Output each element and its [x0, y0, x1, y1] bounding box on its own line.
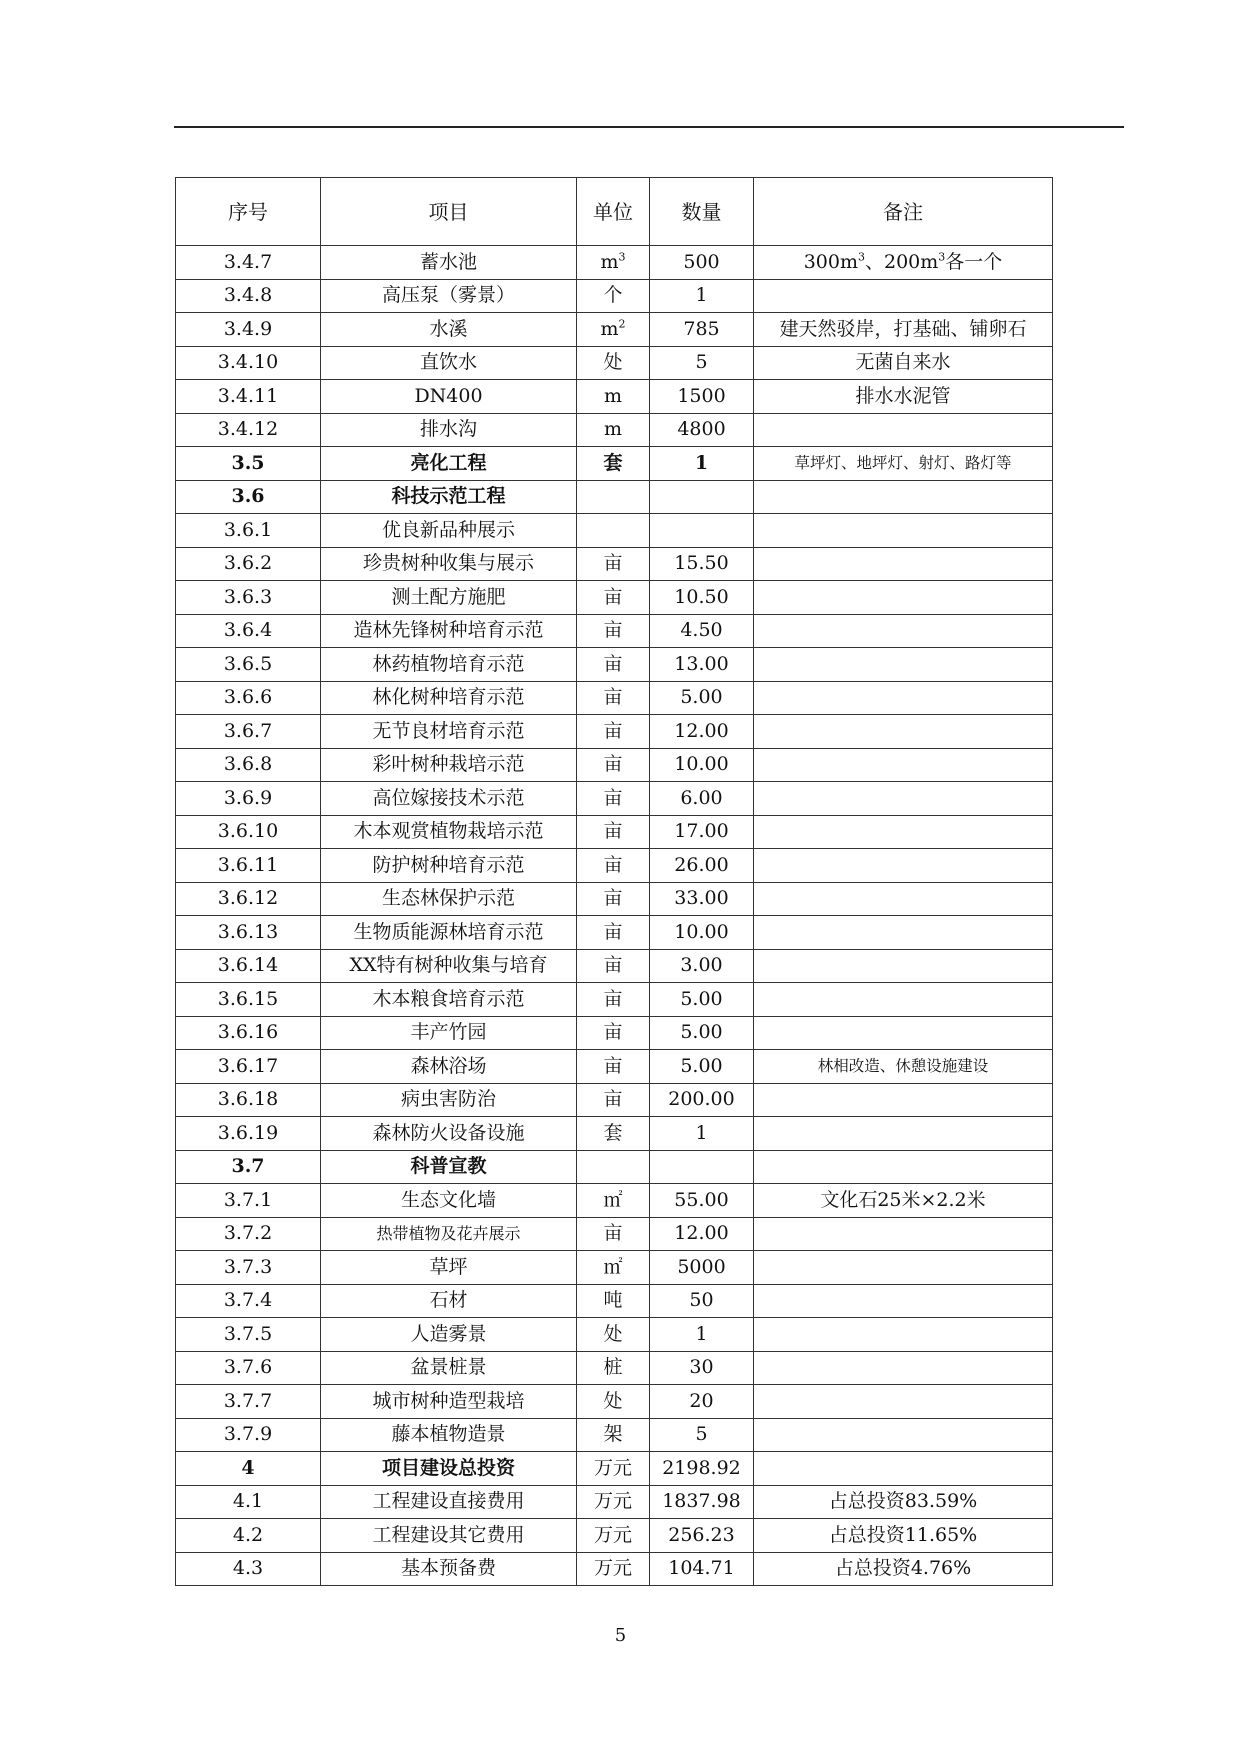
table-row — [176, 346, 1053, 380]
row-seq: 3.6.19 — [176, 1117, 321, 1151]
row-qty: 3.00 — [650, 949, 754, 983]
row-qty: 500 — [650, 246, 754, 280]
row-unit: 亩 — [577, 949, 650, 983]
row-note — [754, 1016, 1053, 1050]
row-note — [754, 983, 1053, 1017]
table-row — [176, 715, 1053, 749]
row-unit: 处 — [577, 1318, 650, 1352]
table-row — [176, 1418, 1053, 1452]
row-unit — [577, 514, 650, 548]
row-qty: 1500 — [650, 380, 754, 414]
row-qty: 6.00 — [650, 782, 754, 816]
row-note — [754, 1117, 1053, 1151]
row-item: 排水沟 — [321, 413, 577, 447]
row-qty: 50 — [650, 1284, 754, 1318]
row-qty: 20 — [650, 1385, 754, 1419]
row-unit: 亩 — [577, 1217, 650, 1251]
row-note — [754, 916, 1053, 950]
header-seq: 序号 — [176, 178, 321, 246]
row-note — [754, 1385, 1053, 1419]
row-seq: 3.7.9 — [176, 1418, 321, 1452]
row-qty: 1 — [650, 1318, 754, 1352]
row-item: 木本观赏植物栽培示范 — [321, 815, 577, 849]
row-note — [754, 246, 1053, 280]
row-seq: 3.6.5 — [176, 648, 321, 682]
row-note — [754, 1217, 1053, 1251]
row-seq: 3.6.10 — [176, 815, 321, 849]
row-item: 生态文化墙 — [321, 1184, 577, 1218]
row-seq: 3.6.7 — [176, 715, 321, 749]
row-item: 草坪 — [321, 1251, 577, 1285]
row-note — [754, 547, 1053, 581]
row-item: 直饮水 — [321, 346, 577, 380]
row-seq: 3.4.7 — [176, 246, 321, 280]
row-item: 水溪 — [321, 313, 577, 347]
row-note: 占总投资4.76% — [754, 1552, 1053, 1586]
row-unit: 亩 — [577, 648, 650, 682]
row-qty: 5 — [650, 1418, 754, 1452]
note-exponent: 3 — [938, 250, 946, 264]
row-item: 高压泵（雾景） — [321, 279, 577, 313]
row-item: 造林先锋树种培育示范 — [321, 614, 577, 648]
row-seq: 3.7.3 — [176, 1251, 321, 1285]
row-unit — [577, 1150, 650, 1184]
row-item: 盆景桩景 — [321, 1351, 577, 1385]
row-item: 科技示范工程 — [321, 480, 577, 514]
row-note — [754, 782, 1053, 816]
table-row — [176, 1351, 1053, 1385]
row-seq: 3.7.5 — [176, 1318, 321, 1352]
row-qty: 55.00 — [650, 1184, 754, 1218]
row-qty: 1 — [650, 279, 754, 313]
table-row — [176, 581, 1053, 615]
row-note — [754, 681, 1053, 715]
row-unit — [577, 246, 650, 280]
row-item: 亮化工程 — [321, 447, 577, 481]
row-note — [754, 648, 1053, 682]
row-seq: 3.4.10 — [176, 346, 321, 380]
row-qty — [650, 480, 754, 514]
row-qty: 2198.92 — [650, 1452, 754, 1486]
row-qty: 1837.98 — [650, 1485, 754, 1519]
row-seq: 3.6.13 — [176, 916, 321, 950]
row-seq: 3.6.6 — [176, 681, 321, 715]
row-item: 工程建设其它费用 — [321, 1519, 577, 1553]
row-seq: 3.6.14 — [176, 949, 321, 983]
table-row — [176, 447, 1053, 481]
table-row — [176, 849, 1053, 883]
row-unit: 套 — [577, 447, 650, 481]
table-row — [176, 1284, 1053, 1318]
row-item: 优良新品种展示 — [321, 514, 577, 548]
table-row — [176, 748, 1053, 782]
row-unit: 亩 — [577, 849, 650, 883]
row-item: 丰产竹园 — [321, 1016, 577, 1050]
row-seq: 4 — [176, 1452, 321, 1486]
table-row — [176, 279, 1053, 313]
row-qty: 104.71 — [650, 1552, 754, 1586]
row-note — [754, 614, 1053, 648]
row-seq: 3.6.8 — [176, 748, 321, 782]
table-row — [176, 1318, 1053, 1352]
row-unit: 套 — [577, 1117, 650, 1151]
row-unit: 桩 — [577, 1351, 650, 1385]
table-row — [176, 1217, 1053, 1251]
table-row — [176, 1150, 1053, 1184]
row-unit: 亩 — [577, 815, 650, 849]
unit-base: m — [600, 317, 619, 340]
row-note: 林相改造、休憩设施建设 — [754, 1050, 1053, 1084]
row-unit: 亩 — [577, 715, 650, 749]
row-qty: 15.50 — [650, 547, 754, 581]
row-seq: 3.4.12 — [176, 413, 321, 447]
row-item: 蓄水池 — [321, 246, 577, 280]
row-qty: 10.50 — [650, 581, 754, 615]
row-qty: 256.23 — [650, 1519, 754, 1553]
row-unit: 处 — [577, 1385, 650, 1419]
row-note: 占总投资11.65% — [754, 1519, 1053, 1553]
row-item: 森林防火设备设施 — [321, 1117, 577, 1151]
row-unit: 亩 — [577, 581, 650, 615]
row-qty: 30 — [650, 1351, 754, 1385]
row-item: 林化树种培育示范 — [321, 681, 577, 715]
row-qty — [650, 514, 754, 548]
table-row — [176, 514, 1053, 548]
table-row — [176, 380, 1053, 414]
table-row — [176, 782, 1053, 816]
row-seq: 3.6.17 — [176, 1050, 321, 1084]
unit-exponent: 3 — [618, 250, 626, 264]
row-unit: ㎡ — [577, 1251, 650, 1285]
table-row — [176, 681, 1053, 715]
table-row — [176, 983, 1053, 1017]
row-unit: 亩 — [577, 1083, 650, 1117]
row-qty: 5.00 — [650, 681, 754, 715]
row-qty — [650, 1150, 754, 1184]
row-unit: 万元 — [577, 1519, 650, 1553]
row-seq: 4.2 — [176, 1519, 321, 1553]
row-qty: 10.00 — [650, 748, 754, 782]
row-seq: 4.1 — [176, 1485, 321, 1519]
table-row — [176, 648, 1053, 682]
note-text: 、200m — [864, 250, 939, 273]
table-row — [176, 815, 1053, 849]
row-qty: 1 — [650, 1117, 754, 1151]
row-qty: 5.00 — [650, 1050, 754, 1084]
row-item: 珍贵树种收集与展示 — [321, 547, 577, 581]
row-seq: 3.7 — [176, 1150, 321, 1184]
row-seq: 3.4.11 — [176, 380, 321, 414]
row-qty: 200.00 — [650, 1083, 754, 1117]
table-row — [176, 1485, 1053, 1519]
table-row — [176, 916, 1053, 950]
row-item: 生态林保护示范 — [321, 882, 577, 916]
row-unit: 亩 — [577, 1050, 650, 1084]
row-qty: 10.00 — [650, 916, 754, 950]
row-note — [754, 480, 1053, 514]
row-unit: 处 — [577, 346, 650, 380]
table-row — [176, 313, 1053, 347]
row-note — [754, 1418, 1053, 1452]
row-item: 人造雾景 — [321, 1318, 577, 1352]
row-note — [754, 514, 1053, 548]
row-note — [754, 1452, 1053, 1486]
unit-exponent: 2 — [618, 317, 626, 331]
row-item: 项目建设总投资 — [321, 1452, 577, 1486]
row-seq: 3.6.11 — [176, 849, 321, 883]
row-item: 彩叶树种栽培示范 — [321, 748, 577, 782]
row-qty: 4800 — [650, 413, 754, 447]
row-unit: 万元 — [577, 1452, 650, 1486]
table-row — [176, 1452, 1053, 1486]
row-seq: 3.6.9 — [176, 782, 321, 816]
row-seq: 3.6.18 — [176, 1083, 321, 1117]
row-item: DN400 — [321, 380, 577, 414]
row-seq: 3.6.16 — [176, 1016, 321, 1050]
table-row — [176, 246, 1053, 280]
table-body — [176, 246, 1053, 1586]
row-qty: 33.00 — [650, 882, 754, 916]
row-item: 高位嫁接技术示范 — [321, 782, 577, 816]
row-unit: 亩 — [577, 916, 650, 950]
table-row — [176, 949, 1053, 983]
table-row — [176, 614, 1053, 648]
row-unit: 万元 — [577, 1485, 650, 1519]
row-item: 木本粮食培育示范 — [321, 983, 577, 1017]
row-unit: 亩 — [577, 882, 650, 916]
row-qty: 5 — [650, 346, 754, 380]
row-seq: 3.4.8 — [176, 279, 321, 313]
row-note — [754, 1150, 1053, 1184]
row-item: 病虫害防治 — [321, 1083, 577, 1117]
row-item: 藤本植物造景 — [321, 1418, 577, 1452]
header-unit: 单位 — [577, 178, 650, 246]
row-qty: 26.00 — [650, 849, 754, 883]
row-note — [754, 849, 1053, 883]
row-unit: 亩 — [577, 782, 650, 816]
page-number: 5 — [614, 1625, 627, 1646]
row-seq: 3.6.2 — [176, 547, 321, 581]
table-row — [176, 1083, 1053, 1117]
unit-base: m — [600, 250, 619, 273]
row-qty: 12.00 — [650, 715, 754, 749]
row-unit — [577, 480, 650, 514]
row-seq: 3.6.3 — [176, 581, 321, 615]
row-note — [754, 1284, 1053, 1318]
row-item: 城市树种造型栽培 — [321, 1385, 577, 1419]
row-note — [754, 748, 1053, 782]
row-unit — [577, 313, 650, 347]
row-unit: 亩 — [577, 983, 650, 1017]
table-row — [176, 1251, 1053, 1285]
row-note — [754, 715, 1053, 749]
row-seq: 3.6.15 — [176, 983, 321, 1017]
table-row — [176, 1117, 1053, 1151]
row-note — [754, 279, 1053, 313]
row-note — [754, 949, 1053, 983]
row-note: 文化石25米×2.2米 — [754, 1184, 1053, 1218]
row-note: 占总投资83.59% — [754, 1485, 1053, 1519]
row-qty: 5.00 — [650, 983, 754, 1017]
row-item: XX特有树种收集与培育 — [321, 949, 577, 983]
table-row — [176, 1385, 1053, 1419]
row-unit: 个 — [577, 279, 650, 313]
row-note — [754, 1251, 1053, 1285]
row-item: 防护树种培育示范 — [321, 849, 577, 883]
row-note — [754, 1351, 1053, 1385]
row-qty: 12.00 — [650, 1217, 754, 1251]
row-note — [754, 882, 1053, 916]
header-item: 项目 — [321, 178, 577, 246]
row-unit: m — [577, 380, 650, 414]
row-seq: 3.7.4 — [176, 1284, 321, 1318]
row-note: 草坪灯、地坪灯、射灯、路灯等 — [754, 447, 1053, 481]
investment-table — [175, 177, 1053, 1586]
row-note — [754, 581, 1053, 615]
row-item: 生物质能源林培育示范 — [321, 916, 577, 950]
row-seq: 3.6.4 — [176, 614, 321, 648]
row-unit: m — [577, 413, 650, 447]
row-qty: 5000 — [650, 1251, 754, 1285]
row-qty: 4.50 — [650, 614, 754, 648]
row-note — [754, 1083, 1053, 1117]
row-unit: 亩 — [577, 681, 650, 715]
row-unit: 亩 — [577, 614, 650, 648]
note-text: 300m — [803, 250, 858, 273]
row-seq: 3.7.6 — [176, 1351, 321, 1385]
row-seq: 3.5 — [176, 447, 321, 481]
row-qty: 13.00 — [650, 648, 754, 682]
row-seq: 3.6.12 — [176, 882, 321, 916]
table-row — [176, 1519, 1053, 1553]
table-row — [176, 480, 1053, 514]
row-qty: 1 — [650, 447, 754, 481]
row-seq: 3.7.2 — [176, 1217, 321, 1251]
header-rule — [174, 126, 1124, 128]
table-row — [176, 413, 1053, 447]
row-unit: ㎡ — [577, 1184, 650, 1218]
row-note — [754, 1318, 1053, 1352]
note-exponent: 3 — [857, 250, 865, 264]
row-seq: 3.7.1 — [176, 1184, 321, 1218]
row-unit: 亩 — [577, 748, 650, 782]
table-row — [176, 882, 1053, 916]
row-item: 科普宣教 — [321, 1150, 577, 1184]
table-row — [176, 1552, 1053, 1586]
table-row — [176, 1050, 1053, 1084]
row-item: 热带植物及花卉展示 — [321, 1217, 577, 1251]
row-item: 测土配方施肥 — [321, 581, 577, 615]
row-qty: 785 — [650, 313, 754, 347]
row-note: 排水水泥管 — [754, 380, 1053, 414]
header-qty: 数量 — [650, 178, 754, 246]
row-seq: 3.6.1 — [176, 514, 321, 548]
row-note: 建天然驳岸，打基础、铺卵石 — [754, 313, 1053, 347]
row-note — [754, 413, 1053, 447]
row-seq: 4.3 — [176, 1552, 321, 1586]
table-row — [176, 1184, 1053, 1218]
row-qty: 17.00 — [650, 815, 754, 849]
row-unit: 架 — [577, 1418, 650, 1452]
row-seq: 3.6 — [176, 480, 321, 514]
row-seq: 3.4.9 — [176, 313, 321, 347]
table-row — [176, 547, 1053, 581]
row-seq: 3.7.7 — [176, 1385, 321, 1419]
row-note: 无菌自来水 — [754, 346, 1053, 380]
row-item: 基本预备费 — [321, 1552, 577, 1586]
row-item: 工程建设直接费用 — [321, 1485, 577, 1519]
row-qty: 5.00 — [650, 1016, 754, 1050]
table-row — [176, 1016, 1053, 1050]
note-text: 各一个 — [945, 250, 1003, 273]
row-item: 林药植物培育示范 — [321, 648, 577, 682]
row-unit: 亩 — [577, 547, 650, 581]
row-item: 无节良材培育示范 — [321, 715, 577, 749]
row-unit: 万元 — [577, 1552, 650, 1586]
table-header-row — [176, 178, 1053, 246]
row-item: 森林浴场 — [321, 1050, 577, 1084]
row-note — [754, 815, 1053, 849]
header-note: 备注 — [754, 178, 1053, 246]
row-unit: 亩 — [577, 1016, 650, 1050]
row-item: 石材 — [321, 1284, 577, 1318]
row-unit: 吨 — [577, 1284, 650, 1318]
